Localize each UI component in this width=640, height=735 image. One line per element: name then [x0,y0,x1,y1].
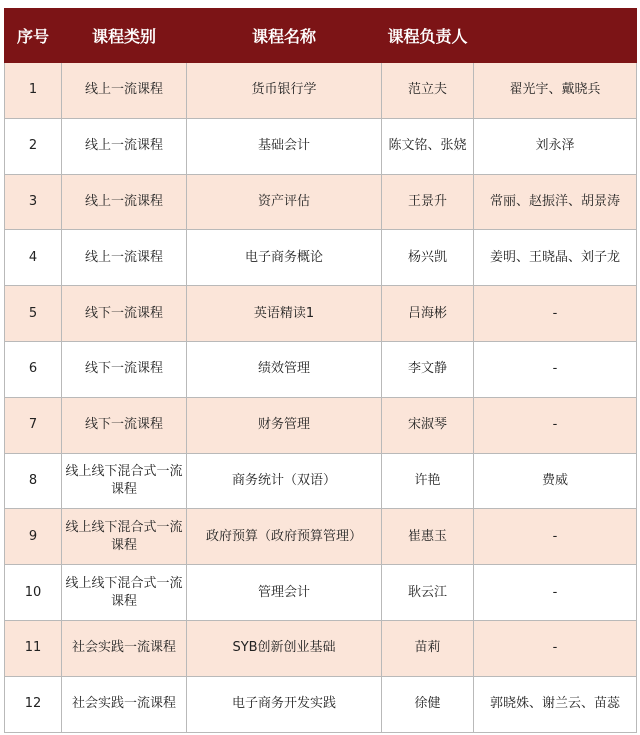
cell-category: 线上线下混合式一流课程 [62,509,187,565]
table-row [5,286,637,342]
cell-no: 3 [5,174,62,230]
table-row [5,509,637,565]
cell-members: - [474,397,637,453]
cell-lead: 范立夫 [382,63,474,119]
cell-category: 线上线下混合式一流课程 [62,565,187,621]
table-row [5,63,637,119]
cell-name: 财务管理 [187,397,382,453]
cell-members: - [474,509,637,565]
cell-name: 电子商务概论 [187,230,382,286]
cell-lead: 苗莉 [382,620,474,676]
cell-lead: 陈文铭、张娆 [382,118,474,174]
cell-members: 姜明、王晓晶、刘子龙 [474,230,637,286]
cell-lead: 徐健 [382,676,474,732]
cell-name: 商务统计（双语） [187,453,382,509]
table-row [5,565,637,621]
table-row [5,676,637,732]
cell-category: 线上一流课程 [62,230,187,286]
cell-no: 5 [5,286,62,342]
cell-members: 费威 [474,453,637,509]
table-row [5,397,637,453]
cell-no: 11 [5,620,62,676]
cell-category: 社会实践一流课程 [62,620,187,676]
table-row [5,341,637,397]
cell-name: 政府预算（政府预算管理） [187,509,382,565]
cell-lead: 宋淑琴 [382,397,474,453]
cell-lead: 吕海彬 [382,286,474,342]
cell-category: 线下一流课程 [62,397,187,453]
header-category: 课程类别 [62,9,187,63]
header-members [474,9,637,63]
cell-no: 10 [5,565,62,621]
table-row [5,230,637,286]
cell-no: 4 [5,230,62,286]
cell-name: SYB创新创业基础 [187,620,382,676]
cell-members: - [474,286,637,342]
cell-lead: 崔惠玉 [382,509,474,565]
cell-lead: 李文静 [382,341,474,397]
cell-members: - [474,565,637,621]
cell-name: 英语精读1 [187,286,382,342]
cell-lead: 杨兴凯 [382,230,474,286]
table-row [5,620,637,676]
cell-lead: 王景升 [382,174,474,230]
cell-no: 7 [5,397,62,453]
cell-category: 线上一流课程 [62,118,187,174]
cell-no: 9 [5,509,62,565]
course-table [4,8,637,733]
header-name: 课程名称 [187,9,382,63]
cell-category: 社会实践一流课程 [62,676,187,732]
cell-members: 郭晓姝、谢兰云、苗蕊 [474,676,637,732]
cell-category: 线下一流课程 [62,341,187,397]
cell-category: 线上线下混合式一流课程 [62,453,187,509]
cell-members: - [474,341,637,397]
cell-no: 6 [5,341,62,397]
cell-members: - [474,620,637,676]
cell-category: 线上一流课程 [62,174,187,230]
table-row [5,118,637,174]
cell-members: 刘永泽 [474,118,637,174]
cell-name: 基础会计 [187,118,382,174]
cell-name: 绩效管理 [187,341,382,397]
header-row [5,9,637,63]
cell-name: 资产评估 [187,174,382,230]
cell-name: 管理会计 [187,565,382,621]
cell-category: 线上一流课程 [62,63,187,119]
cell-category: 线下一流课程 [62,286,187,342]
cell-lead: 耿云江 [382,565,474,621]
table-row [5,174,637,230]
header-lead: 课程负责人 [382,9,474,63]
cell-no: 12 [5,676,62,732]
header-no: 序号 [5,9,62,63]
cell-lead: 许艳 [382,453,474,509]
cell-name: 电子商务开发实践 [187,676,382,732]
cell-members: 翟光宇、戴晓兵 [474,63,637,119]
table-row [5,453,637,509]
cell-no: 1 [5,63,62,119]
cell-no: 2 [5,118,62,174]
cell-no: 8 [5,453,62,509]
cell-name: 货币银行学 [187,63,382,119]
cell-members: 常丽、赵振洋、胡景涛 [474,174,637,230]
